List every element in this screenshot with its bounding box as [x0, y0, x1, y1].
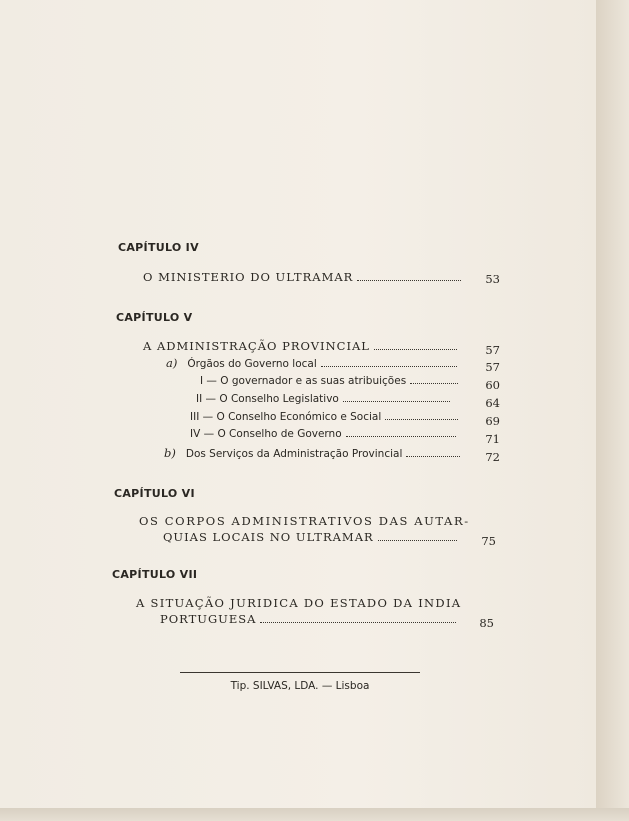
toc-entry	[143, 270, 465, 284]
toc-page-number: 72	[485, 450, 500, 464]
toc-page-number: 57	[485, 360, 500, 374]
toc-entry	[196, 393, 454, 405]
leader-dots	[410, 382, 458, 384]
toc-page-number: 85	[479, 616, 494, 630]
printer-imprint: Tip. SILVAS, LDA. — Lisboa	[230, 680, 370, 692]
toc-entry-title-cont: PORTUGUESA	[160, 612, 257, 626]
toc-entry-title: A SITUAÇÃO JURIDICA DO ESTADO DA INDIA	[136, 596, 462, 610]
leader-dots	[374, 348, 457, 350]
toc-page-number: 53	[485, 272, 500, 286]
toc-entry	[143, 339, 461, 353]
leader-dots	[260, 621, 456, 623]
leader-dots	[378, 539, 457, 541]
toc-entry-title-cont: QUIAS LOCAIS NO ULTRAMAR	[163, 530, 374, 544]
leader-dots	[346, 435, 456, 437]
toc-entry	[136, 596, 462, 610]
toc-entry-marker: a)	[166, 356, 178, 370]
toc-entry-title: OS CORPOS ADMINISTRATIVOS DAS AUTAR-	[139, 514, 470, 528]
page-edge-right	[596, 0, 629, 821]
toc-entry	[190, 428, 460, 440]
toc-page-number: 64	[485, 396, 500, 410]
toc-page-number: 57	[485, 343, 500, 357]
toc-entry-title: IV — O Conselho de Governo	[190, 428, 342, 440]
toc-page-number: 75	[481, 534, 496, 548]
toc-entry-title: Dos Serviços da Administração Provincial	[185, 448, 403, 460]
chapter-heading-vii: CAPÍTULO VII	[112, 568, 198, 581]
toc-entry-title: A ADMINISTRAÇÃO PROVINCIAL	[143, 339, 370, 353]
page-edge-bottom	[0, 808, 629, 821]
colophon-rule	[180, 672, 420, 673]
chapter-heading-iv: CAPÍTULO IV	[118, 241, 199, 254]
toc-entry-title: I — O governador e as suas atribuições	[200, 375, 407, 387]
leader-dots	[321, 365, 457, 367]
chapter-heading-v: CAPÍTULO V	[116, 311, 193, 324]
toc-entry-title: III — O Conselho Económico e Social	[190, 411, 382, 423]
toc-entry-title: O MINISTERIO DO ULTRAMAR	[143, 270, 354, 284]
toc-entry	[190, 411, 462, 423]
toc-entry-continuation	[163, 530, 461, 544]
toc-entry	[139, 514, 470, 528]
toc-entry	[164, 446, 464, 460]
toc-entry	[166, 356, 461, 370]
chapter-heading-vi: CAPÍTULO VI	[114, 487, 195, 500]
leader-dots	[357, 279, 461, 281]
leader-dots	[343, 400, 450, 402]
toc-page-number: 69	[485, 414, 500, 428]
toc-entry	[200, 375, 462, 387]
toc-entry-marker: b)	[164, 446, 176, 460]
toc-entry-title: II — O Conselho Legislativo	[196, 393, 339, 405]
toc-entry-title: Órgãos do Governo local	[187, 358, 317, 370]
toc-entry-continuation	[160, 612, 460, 626]
toc-page-number: 71	[485, 432, 500, 446]
toc-page-number: 60	[485, 378, 500, 392]
leader-dots	[385, 418, 458, 420]
leader-dots	[406, 455, 460, 457]
